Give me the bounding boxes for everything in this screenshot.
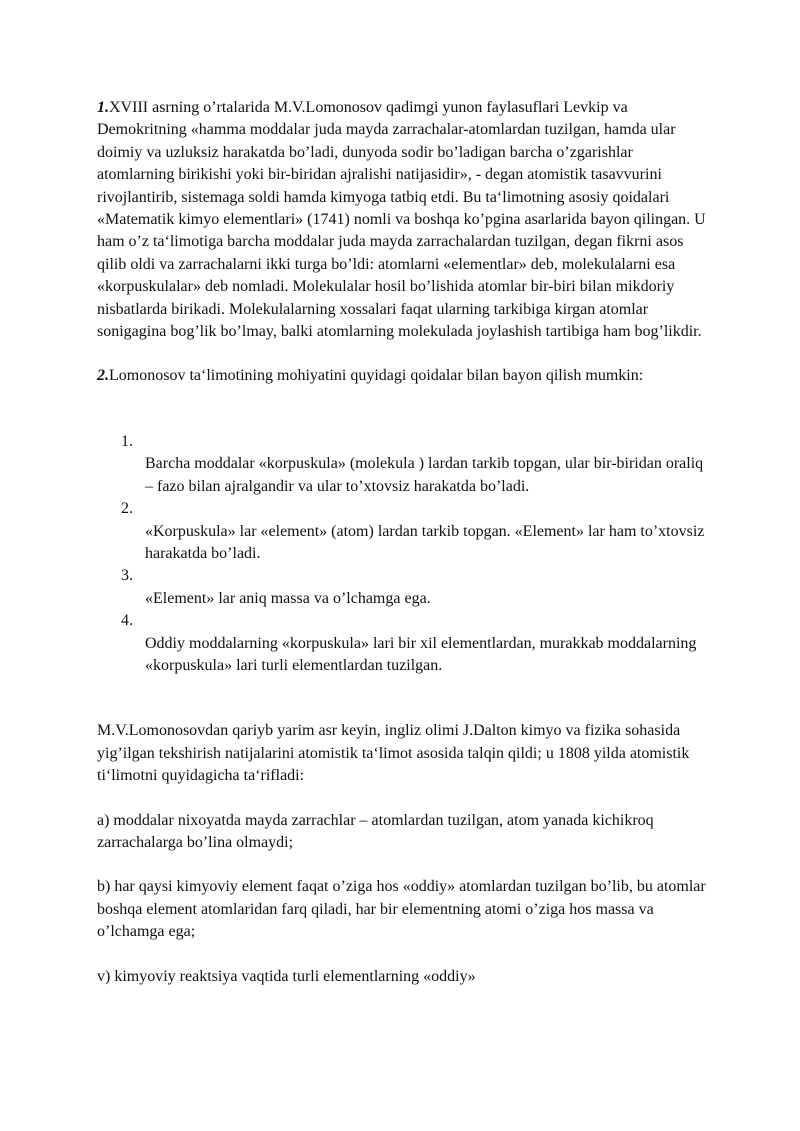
paragraph-number: 2.	[97, 367, 109, 385]
list-item-text: Barcha moddalar «korpuskula» (molekula ) lardan tarkib topgan, ular bir-biridan oraliq – fazo bilan ajralgandir va ular to’xtovsiz harakatda bo’ladi.	[145, 455, 704, 495]
list-item	[97, 610, 709, 677]
document-page	[97, 97, 709, 988]
paragraph-lomonosov-intro	[97, 97, 709, 343]
paragraph-text: XVIII asrning o’rtalarida M.V.Lomonosov qadimgi yunon faylasuflari Levkip va Demokritning «hamma moddalar juda mayda zarrachalar-atomlardan tuzilgan, hamda ular doimiy va uzluksiz harakatda bo’ladi, dunyoda sodir bo’ladigan barcha o’zgarishlar atomlarning birikishi yoki bir-biridan ajralishi natijasidir», - degan atomistik tasavvurini rivojlantirib, sistemaga soldi hamda kimyoga tatbiq etdi. Bu ta‘limotning asosiy qoidalari «Matematik kimyo elementlari» (1741) nomli va boshqa ko’pgina asarlarida bayon qilingan. U ham o’z ta‘limotiga barcha moddalar juda mayda zarrachalardan tuzilgan, degan fikrni asos qilib oldi va zarrachalarni ikki turga bo’ldi: atomlarni «elementlar» deb, molekulalarni esa «korpuskulalar» deb nomladi. Molekulalar hosil bo’lishida atomlar bir-biri bilan mikdoriy nisbatlarda birikadi. Molekulalarning xossalari faqat ularning tarkibiga kirgan atomlar sonigagina bog’lik bo’lmay, balki atomlarning molekulada joylashish tartibiga ham bog’likdir.	[97, 99, 706, 341]
paragraph-point-a: a) moddalar nixoyatda mayda zarrachlar – atomlardan tuzilgan, atom yanada kichikroq zarrachalarga bo’lina olmaydi;	[97, 811, 654, 851]
list-item-marker: 2.	[121, 500, 133, 518]
list-item-text: «Element» lar aniq massa va o’lchamga ega.	[145, 589, 431, 607]
paragraph-number: 1.	[97, 99, 109, 116]
list-item-marker: 1.	[121, 432, 133, 450]
rules-list	[97, 431, 709, 677]
paragraph-rules-intro	[97, 365, 709, 387]
list-item	[97, 431, 709, 498]
list-item-marker: 4.	[121, 612, 133, 630]
list-item	[97, 498, 709, 565]
list-item	[97, 565, 709, 610]
paragraph-point-b: b) har qaysi kimyoviy element faqat o’ziga hos «oddiy» atomlardan tuzilgan bo’lib, bu atomlar boshqa element atomlaridan farq qiladi, har bir elementning atomi o’ziga hos massa va o’lchamga ega;	[97, 878, 706, 941]
list-item-text: Oddiy moddalarning «korpuskula» lari bir xil elementlardan, murakkab moddalarning «korpuskula» lari turli elementlardan tuzilgan.	[145, 634, 697, 674]
list-item-marker: 3.	[121, 567, 133, 585]
paragraph-point-v: v) kimyoviy reaktsiya vaqtida turli elementlarning «oddiy»	[97, 967, 476, 985]
list-item-text: «Korpuskula» lar «element» (atom) lardan tarkib topgan. «Element» lar ham to’xtovsiz harakatda bo’ladi.	[145, 522, 705, 562]
paragraph-dalton-intro: M.V.Lomonosovdan qariyb yarim asr keyin, ingliz olimi J.Dalton kimyo va fizika sohasida yig’ilgan tekshirish natijalarini atomistik ta‘limot asosida talqin qildi; u 1808 yilda atomistik ti‘limotni quyidagicha ta‘rifladi:	[97, 722, 690, 785]
paragraph-text: Lomonosov ta‘limotining mohiyatini quyidagi qoidalar bilan bayon qilish mumkin:	[109, 367, 644, 385]
